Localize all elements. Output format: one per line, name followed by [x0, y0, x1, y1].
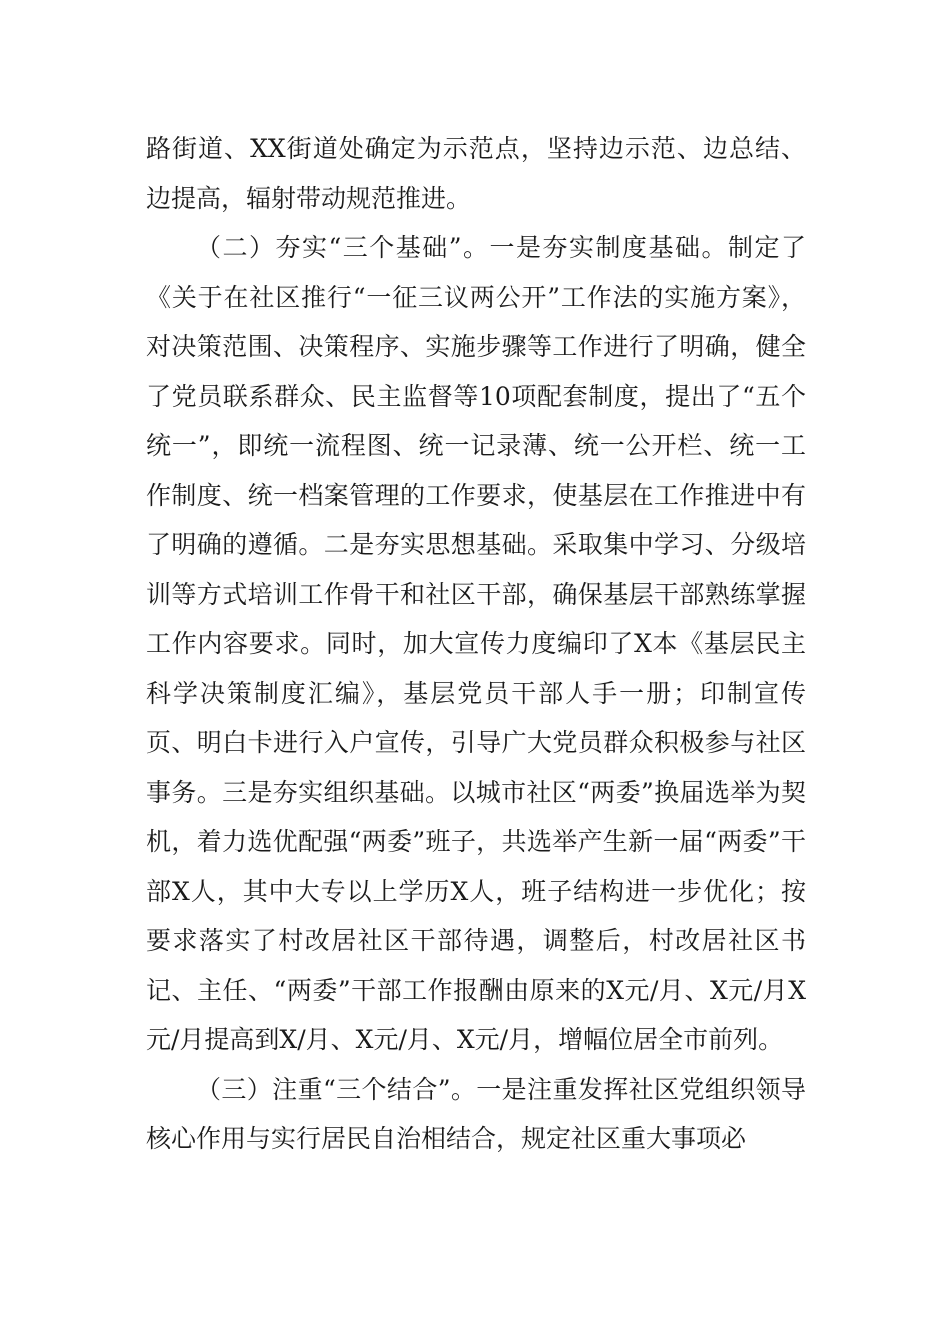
paragraph-section-two: （二）夯实“三个基础”。一是夯实制度基础。制定了《关于在社区推行“一征三议两公开”工作法的实施方案》，对决策范围、决策程序、实施步骤等工作进行了明确，健全了党员联系群众、民主监督等10项配套制度，提出了“五个统一”，即统一流程图、统一记录薄、统一公开栏、统一工作制度、统一档案管理的工作要求，使基层在工作推进中有了明确的遵循。二是夯实思想基础。采取集中学习、分级培训等方式培训工作骨干和社区干部，确保基层干部熟练掌握工作内容要求。同时，加大宣传力度编印了X本《基层民主科学决策制度汇编》，基层党员干部人手一册；印制宣传页、明白卡进行入户宣传，引导广大党员群众积极参与社区事务。三是夯实组织基础。以城市社区“两委”换届选举为契机，着力选优配强“两委”班子，共选举产生新一届“两委”干部X人，其中大专以上学历X人，班子结构进一步优化；按要求落实了村改居社区干部待遇，调整后，村改居社区书记、主任、“两委”干部工作报酬由原来的X元/月、X元/月X元/月提高到X/月、X元/月、X元/月，增幅位居全市前列。 — [146, 233, 806, 1054]
paragraph-continuation: 路街道、XX街道处确定为示范点，坚持边示范、边总结、边提高，辐射带动规范推进。 — [146, 134, 806, 213]
document-body — [146, 124, 806, 1164]
paragraph-section-three: （三）注重“三个结合”。一是注重发挥社区党组织领导核心作用与实行居民自治相结合，规定社区重大事项必 — [146, 1074, 806, 1153]
